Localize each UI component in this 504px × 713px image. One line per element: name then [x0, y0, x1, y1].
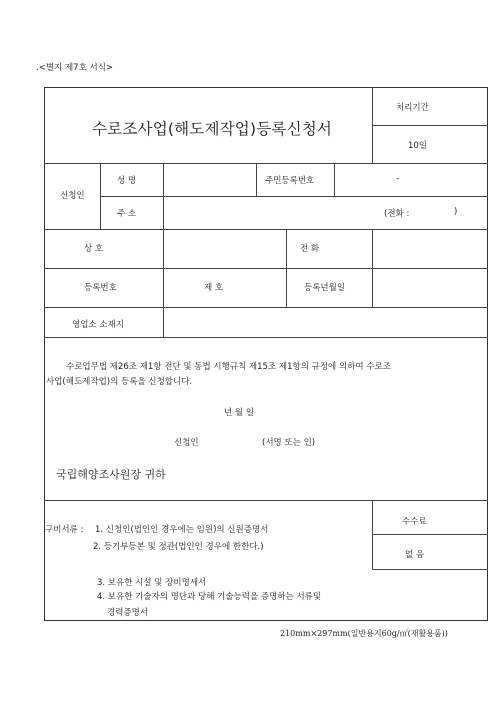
- row-divider: [44, 163, 488, 164]
- addressee: 국립해양조사원장 귀하: [56, 468, 166, 481]
- fee-box-bottom: [372, 569, 488, 570]
- processing-period-label: 처리기간: [396, 103, 429, 113]
- attachments-intro: 구비서류 :: [45, 525, 84, 535]
- business-name-label: 상 호: [84, 244, 104, 254]
- processing-period-divider: [372, 125, 488, 126]
- processing-period-value: 10일: [408, 141, 428, 151]
- attachment-item: 2. 등기부등본 및 정관(법인인 경우에 한한다.): [93, 542, 264, 552]
- statement-line: 사업(해도제작업)의 등록을 신청합니다.: [46, 377, 193, 387]
- row-divider: [44, 500, 488, 501]
- attachment-item: 경력증명서: [107, 608, 149, 618]
- business-location-field[interactable]: [164, 308, 487, 336]
- applicant-group-label: 신청인: [60, 191, 85, 201]
- fee-value: 없 음: [405, 550, 425, 560]
- annex-label: .<별지 제7호 서식>: [36, 63, 114, 73]
- address-field[interactable]: [164, 197, 374, 228]
- date-line: 년 월 일: [224, 408, 255, 418]
- statement-line: 수로업무법 제26조 제1항 전단 및 동법 시행규칙 제15조 제1항의 규정에 의하여 수로조: [66, 362, 391, 372]
- form-title: 수로조사업(해도제작업)등록신청서: [92, 120, 333, 138]
- name-divider: [256, 163, 257, 196]
- telephone-label: 전 화: [300, 244, 320, 254]
- business-location-label: 영업소 소재지: [72, 320, 124, 330]
- attachment-item: 4. 보유한 기술자의 명단과 당해 기술능력을 증명하는 서류및: [97, 592, 322, 602]
- registration-no-field[interactable]: 제 호: [204, 283, 224, 293]
- signature-note: (서명 또는 인): [262, 438, 316, 448]
- fee-box-divider: [372, 534, 488, 535]
- telephone-field[interactable]: [373, 230, 487, 267]
- business-name-field[interactable]: [164, 230, 285, 267]
- resident-divider: [334, 163, 335, 196]
- registration-date-field[interactable]: [373, 269, 487, 306]
- phone-label: (전화 :: [384, 209, 410, 219]
- row-divider: [44, 337, 488, 338]
- phone-close: ): [454, 207, 458, 217]
- resident-number-label: 주민등록번호: [265, 176, 315, 186]
- registration-number-label: 등록번호: [84, 283, 117, 293]
- registration-number-divider: [163, 268, 164, 307]
- fee-label: 수수료: [402, 517, 427, 527]
- attachment-item: 3. 보유한 시설 및 장비명세서: [97, 578, 207, 588]
- registration-date-label: 등록년월일: [304, 283, 346, 293]
- name-label: 성 명: [117, 176, 137, 186]
- address-label: 주 소: [117, 209, 137, 219]
- resident-number-field[interactable]: -: [396, 174, 400, 184]
- signature-applicant-label: 신청인: [174, 438, 199, 448]
- name-field[interactable]: [164, 164, 255, 195]
- paper-spec: 210mm×297mm(일반용지60g/㎡(재활용품)): [280, 629, 448, 638]
- attachment-item: 1. 신청인(법인인 경우에는 임원)의 신원증명서: [95, 525, 269, 535]
